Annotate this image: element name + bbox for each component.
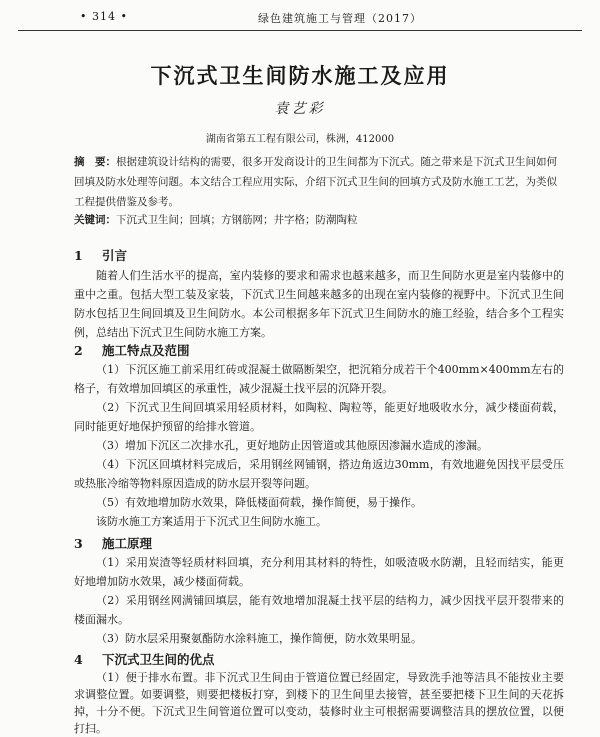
paragraph: （3）防水层采用聚氨酯防水涂料施工，操作简便，防水效果明显。 <box>96 632 422 645</box>
section-heading-2 <box>74 341 190 359</box>
author-name: 袁艺彩 <box>274 101 326 117</box>
section-heading-4 <box>74 650 215 668</box>
paragraph: （1）采用炭渣等轻质材料回填，充分利用其材料的特性，如吸渣吸水防潮，且轻而结实，能更好地增加防水效果，减少楼面荷载。 <box>74 556 564 588</box>
paragraph: （3）增加下沉区二次排水孔，更好地防止因管道或其他原因渗漏水造成的渗漏。 <box>96 439 488 452</box>
section-title: 下沉式卫生间的优点 <box>102 652 215 667</box>
paper-title: 下沉式卫生间防水施工及应用 <box>150 63 450 88</box>
paragraph: 该防水施工方案适用于下沉式卫生间防水施工。 <box>96 515 327 528</box>
section-number: 3 <box>74 536 83 551</box>
journal-name: 绿色建筑施工与管理（2017） <box>258 12 422 25</box>
abstract <box>74 152 564 212</box>
paragraph: （1）便于排水布置。非下沉式卫生间由于管道位置已经固定，导致洗手池等洁具不能按业主要求调整位置。如要调整，则要把楼板打穿，到楼下的卫生间里去接管，甚至要把楼下卫生间的天花拆掉，十分不便。下沉式卫生间管道位置可以变动，装修时业主可根据需要调整洁具的摆放位置，以便打扫。 <box>74 671 564 735</box>
section-title: 施工原理 <box>102 536 153 551</box>
header-rule <box>18 30 582 31</box>
abstract-text: 根据建筑设计结构的需要，很多开发商设计的卫生间都为下沉式。随之带来是下沉式卫生间如何回填及防水处理等问题。本文结合工程应用实际，介绍下沉式卫生间的回填方式及防水施工工艺，为类似工程提供借鉴及参考。 <box>74 156 557 208</box>
section-title: 引言 <box>102 248 128 263</box>
paragraph: （5）有效地增加防水效果，降低楼面荷载，操作简便，易于操作。 <box>96 496 422 509</box>
keywords-label: 关键词： <box>74 214 116 226</box>
affiliation: 湖南省第五工程有限公司，株洲，412000 <box>205 134 395 145</box>
abstract-label: 摘 要： <box>74 156 116 168</box>
running-header <box>18 8 582 30</box>
keywords <box>74 212 564 227</box>
paragraph: （2）下沉式卫生间回填采用轻质材料，如陶粒、陶粒等，能更好地吸收水分，减少楼面荷载，同时能更好地保护预留的给排水管道。 <box>74 401 564 433</box>
section-number: 4 <box>74 652 83 667</box>
paragraph: （1）下沉区施工前采用红砖或混凝土做隔断架空，把沉箱分成若干个400mm×400mm左右的格子，有效增加回填区的承重性，减少混凝土找平层的沉降开裂。 <box>74 363 564 395</box>
section-number: 2 <box>74 343 83 358</box>
page-number: • 314 • <box>80 10 128 23</box>
section-number: 1 <box>74 248 83 263</box>
paragraph: （4）下沉区回填材料完成后，采用钢丝网铺钢，搭边角返边30mm，有效地避免因找平层受压或热胀冷缩等物料原因造成的防水层开裂等问题。 <box>74 458 564 490</box>
paragraph: （2）采用钢丝网满铺回填层，能有效地增加混凝土找平层的结构力，减少因找平层开裂带来的楼面漏水。 <box>74 594 564 626</box>
section-heading-1 <box>74 246 127 264</box>
paragraph: 随着人们生活水平的提高，室内装修的要求和需求也越来越多，而卫生间防水更是室内装修中的重中之重。包括大型工装及家装，下沉式卫生间越来越多的出现在室内装修的视野中。下沉式卫生间防水包括卫生间回填及卫生间防水。本公司根据多年下沉式卫生间防水的施工经验，结合多个工程实例，总结出下沉式卫生间防水施工方案。 <box>74 269 564 339</box>
section-title: 施工特点及范围 <box>102 343 190 358</box>
keywords-text: 下沉式卫生间；回填；方钢筋网；井字格；防潮陶粒 <box>116 214 358 226</box>
section-heading-3 <box>74 534 152 552</box>
